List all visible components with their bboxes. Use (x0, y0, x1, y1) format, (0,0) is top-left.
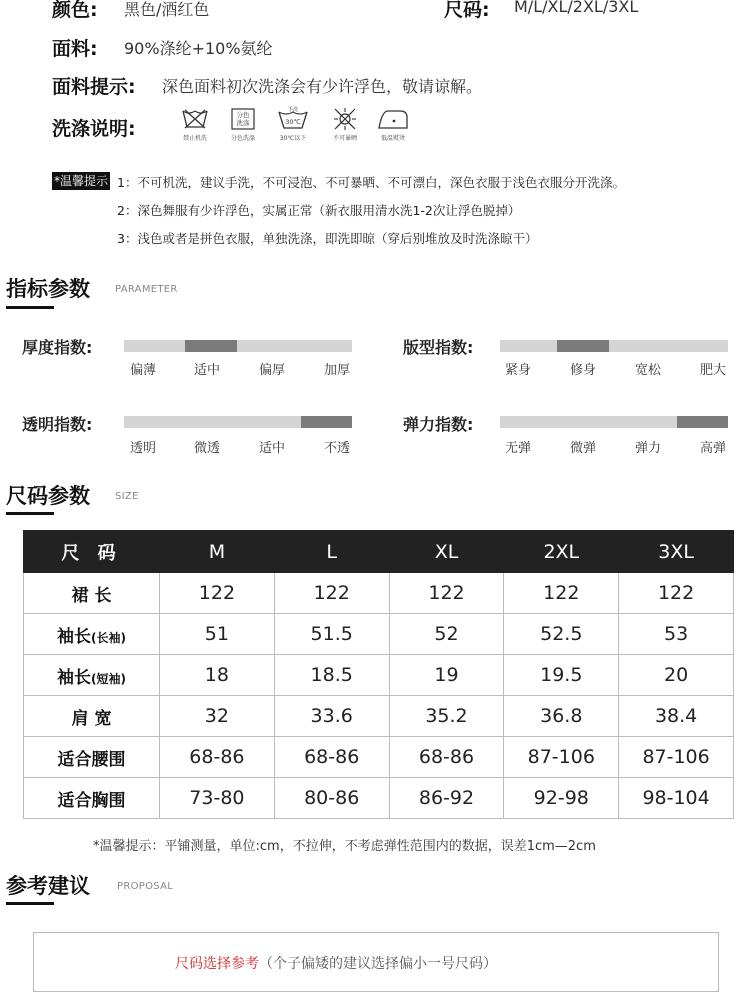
no-sun-icon (320, 107, 370, 142)
svg-text:分色: 分色 (236, 111, 250, 119)
proposal-box-text-rest: （个子偏矮的建议选择偏小一号尺码） (259, 956, 497, 972)
table-cell: 36.8 (504, 696, 619, 737)
table-cell: 19.5 (504, 655, 619, 696)
size-column-header: M (160, 531, 275, 573)
transparency-tick: 不透 (323, 441, 350, 456)
proposal-underline (6, 902, 54, 905)
elasticity-indicator (677, 416, 728, 428)
wash-icons (170, 107, 450, 149)
row-label-text: 适合腰围 (57, 749, 126, 770)
thickness-tick: 偏厚 (258, 363, 285, 378)
wash-caption: 分色洗涤 (230, 135, 255, 142)
size-column-header: 3XL (619, 531, 734, 573)
table-cell: 51 (160, 614, 275, 655)
table-cell: 18.5 (274, 655, 389, 696)
table-cell: 86-92 (389, 778, 504, 819)
parameter-title: 指标参数 (6, 277, 90, 301)
thickness-bar (124, 340, 352, 352)
row-label (24, 573, 160, 614)
table-cell: 33.6 (274, 696, 389, 737)
wash-caption: 30℃以下 (279, 135, 307, 142)
tip-line-3: 3：浅色或者是拼色衣服，单独洗涤，即洗即晾（穿后别堆放及时洗涤晾干） (117, 231, 538, 246)
table-cell: 87-106 (504, 737, 619, 778)
table-cell: 35.2 (389, 696, 504, 737)
transparency-label: 透明指数: (22, 415, 93, 434)
elasticity-tick: 弹力 (634, 441, 661, 456)
thickness-indicator (185, 340, 237, 352)
size-column-header: 2XL (504, 531, 619, 573)
table-cell: 52 (389, 614, 504, 655)
table-cell: 87-106 (619, 737, 734, 778)
svg-text:洗涤: 洗涤 (236, 119, 250, 127)
wash-label: 洗涤说明: (52, 118, 136, 140)
size-column-header: XL (389, 531, 504, 573)
fit-tick: 肥大 (699, 363, 726, 378)
table-cell: 98-104 (619, 778, 734, 819)
size-title: 尺码参数 (6, 484, 90, 508)
row-label (24, 614, 160, 655)
wash-caption: 不可暴晒 (332, 135, 357, 142)
size-column-header: L (274, 531, 389, 573)
row-label (24, 655, 160, 696)
elasticity-tick: 无弹 (504, 441, 531, 456)
table-cell: 51.5 (274, 614, 389, 655)
table-cell: 73-80 (160, 778, 275, 819)
fabric-value: 90%涤纶+10%氨纶 (124, 39, 273, 58)
elasticity-label: 弹力指数: (403, 415, 474, 434)
fit-tick: 紧身 (504, 363, 531, 378)
proposal-subtitle: PROPOSAL (117, 881, 174, 892)
thickness-tick: 偏薄 (129, 363, 156, 378)
table-cell: 68-86 (274, 737, 389, 778)
table-cell: 68-86 (160, 737, 275, 778)
table-cell: 68-86 (389, 737, 504, 778)
size-footnote: *温馨提示：平铺测量，单位:cm，不拉伸，不考虑弹性范围内的数据，误差1cm—2cm (93, 839, 596, 854)
table-cell: 32 (160, 696, 275, 737)
svg-text:手洗: 手洗 (287, 107, 299, 113)
size-header-row (24, 531, 734, 573)
row-label-text: 袖长 (57, 626, 91, 647)
table-cell: 53 (619, 614, 734, 655)
wash-caption: 低温熨烫 (380, 135, 405, 142)
fabric-label: 面料: (52, 38, 98, 60)
separate-wash-icon (218, 107, 268, 142)
table-cell: 80-86 (274, 778, 389, 819)
thickness-tick: 加厚 (323, 363, 350, 378)
row-label (24, 737, 160, 778)
size-underline (6, 512, 54, 515)
table-cell: 18 (160, 655, 275, 696)
tip-line-1: 1：不可机洗，建议手洗，不可浸泡、不可暴晒、不可漂白，深色衣服于浅色衣服分开洗涤。 (117, 175, 625, 190)
tip-tag: *温馨提示 (54, 174, 109, 188)
transparency-bar (124, 416, 352, 428)
fit-indicator (557, 340, 609, 352)
thickness-label: 厚度指数: (22, 338, 93, 357)
color-value: 黑色/酒红色 (124, 0, 210, 19)
transparency-tick: 适中 (258, 441, 285, 456)
table-row (24, 737, 734, 778)
row-label-small: (短袖) (91, 671, 126, 686)
table-row (24, 696, 734, 737)
no-machine-wash-icon (170, 107, 220, 142)
row-label (24, 696, 160, 737)
fit-bar (500, 340, 728, 352)
proposal-box-text-red: 尺码选择参考 (175, 956, 259, 972)
fit-tick: 宽松 (634, 363, 661, 378)
size-header-label: 尺 码 (24, 531, 160, 573)
fabric-tip-label: 面料提示: (52, 76, 136, 98)
proposal-title: 参考建议 (6, 874, 90, 898)
table-row (24, 778, 734, 819)
parameter-underline (6, 306, 54, 309)
transparency-tick: 微透 (193, 441, 220, 456)
table-cell: 19 (389, 655, 504, 696)
elasticity-tick: 高弹 (699, 441, 726, 456)
row-label-text: 肩 宽 (71, 708, 112, 729)
row-label-small: (长袖) (91, 630, 126, 645)
color-label: 颜色: (52, 0, 98, 21)
elasticity-bar (500, 416, 728, 428)
row-label-text: 袖长 (57, 667, 91, 688)
parameter-subtitle: PARAMETER (115, 284, 178, 295)
table-cell: 92-98 (504, 778, 619, 819)
wash-caption: 禁止机洗 (182, 135, 207, 142)
fit-tick: 修身 (569, 363, 596, 378)
table-cell: 20 (619, 655, 734, 696)
fit-label: 版型指数: (403, 338, 474, 357)
size-table (23, 530, 734, 819)
wash-30-icon (268, 107, 318, 142)
tip-line-2: 2：深色舞服有少许浮色，实属正常（新衣服用清水洗1-2次让浮色脱掉） (117, 203, 521, 218)
fabric-tip-value: 深色面料初次洗涤会有少许浮色，敬请谅解。 (162, 77, 483, 96)
table-cell: 122 (504, 573, 619, 614)
size-label: 尺码: (444, 0, 490, 21)
table-cell: 122 (160, 573, 275, 614)
proposal-box-text (175, 953, 497, 973)
size-subtitle: SIZE (115, 491, 139, 502)
row-label-text: 适合胸围 (57, 790, 126, 811)
low-iron-icon (368, 107, 418, 142)
table-cell: 52.5 (504, 614, 619, 655)
table-cell: 38.4 (619, 696, 734, 737)
row-label-text: 裙 长 (71, 585, 112, 606)
table-cell: 122 (274, 573, 389, 614)
table-cell: 122 (389, 573, 504, 614)
svg-text:30℃: 30℃ (285, 118, 301, 126)
table-cell: 122 (619, 573, 734, 614)
transparency-indicator (301, 416, 352, 428)
transparency-tick: 透明 (129, 441, 156, 456)
row-label (24, 778, 160, 819)
size-value: M/L/XL/2XL/3XL (514, 0, 639, 16)
table-row (24, 614, 734, 655)
table-row (24, 655, 734, 696)
elasticity-tick: 微弹 (569, 441, 596, 456)
thickness-tick: 适中 (193, 363, 220, 378)
table-row (24, 573, 734, 614)
